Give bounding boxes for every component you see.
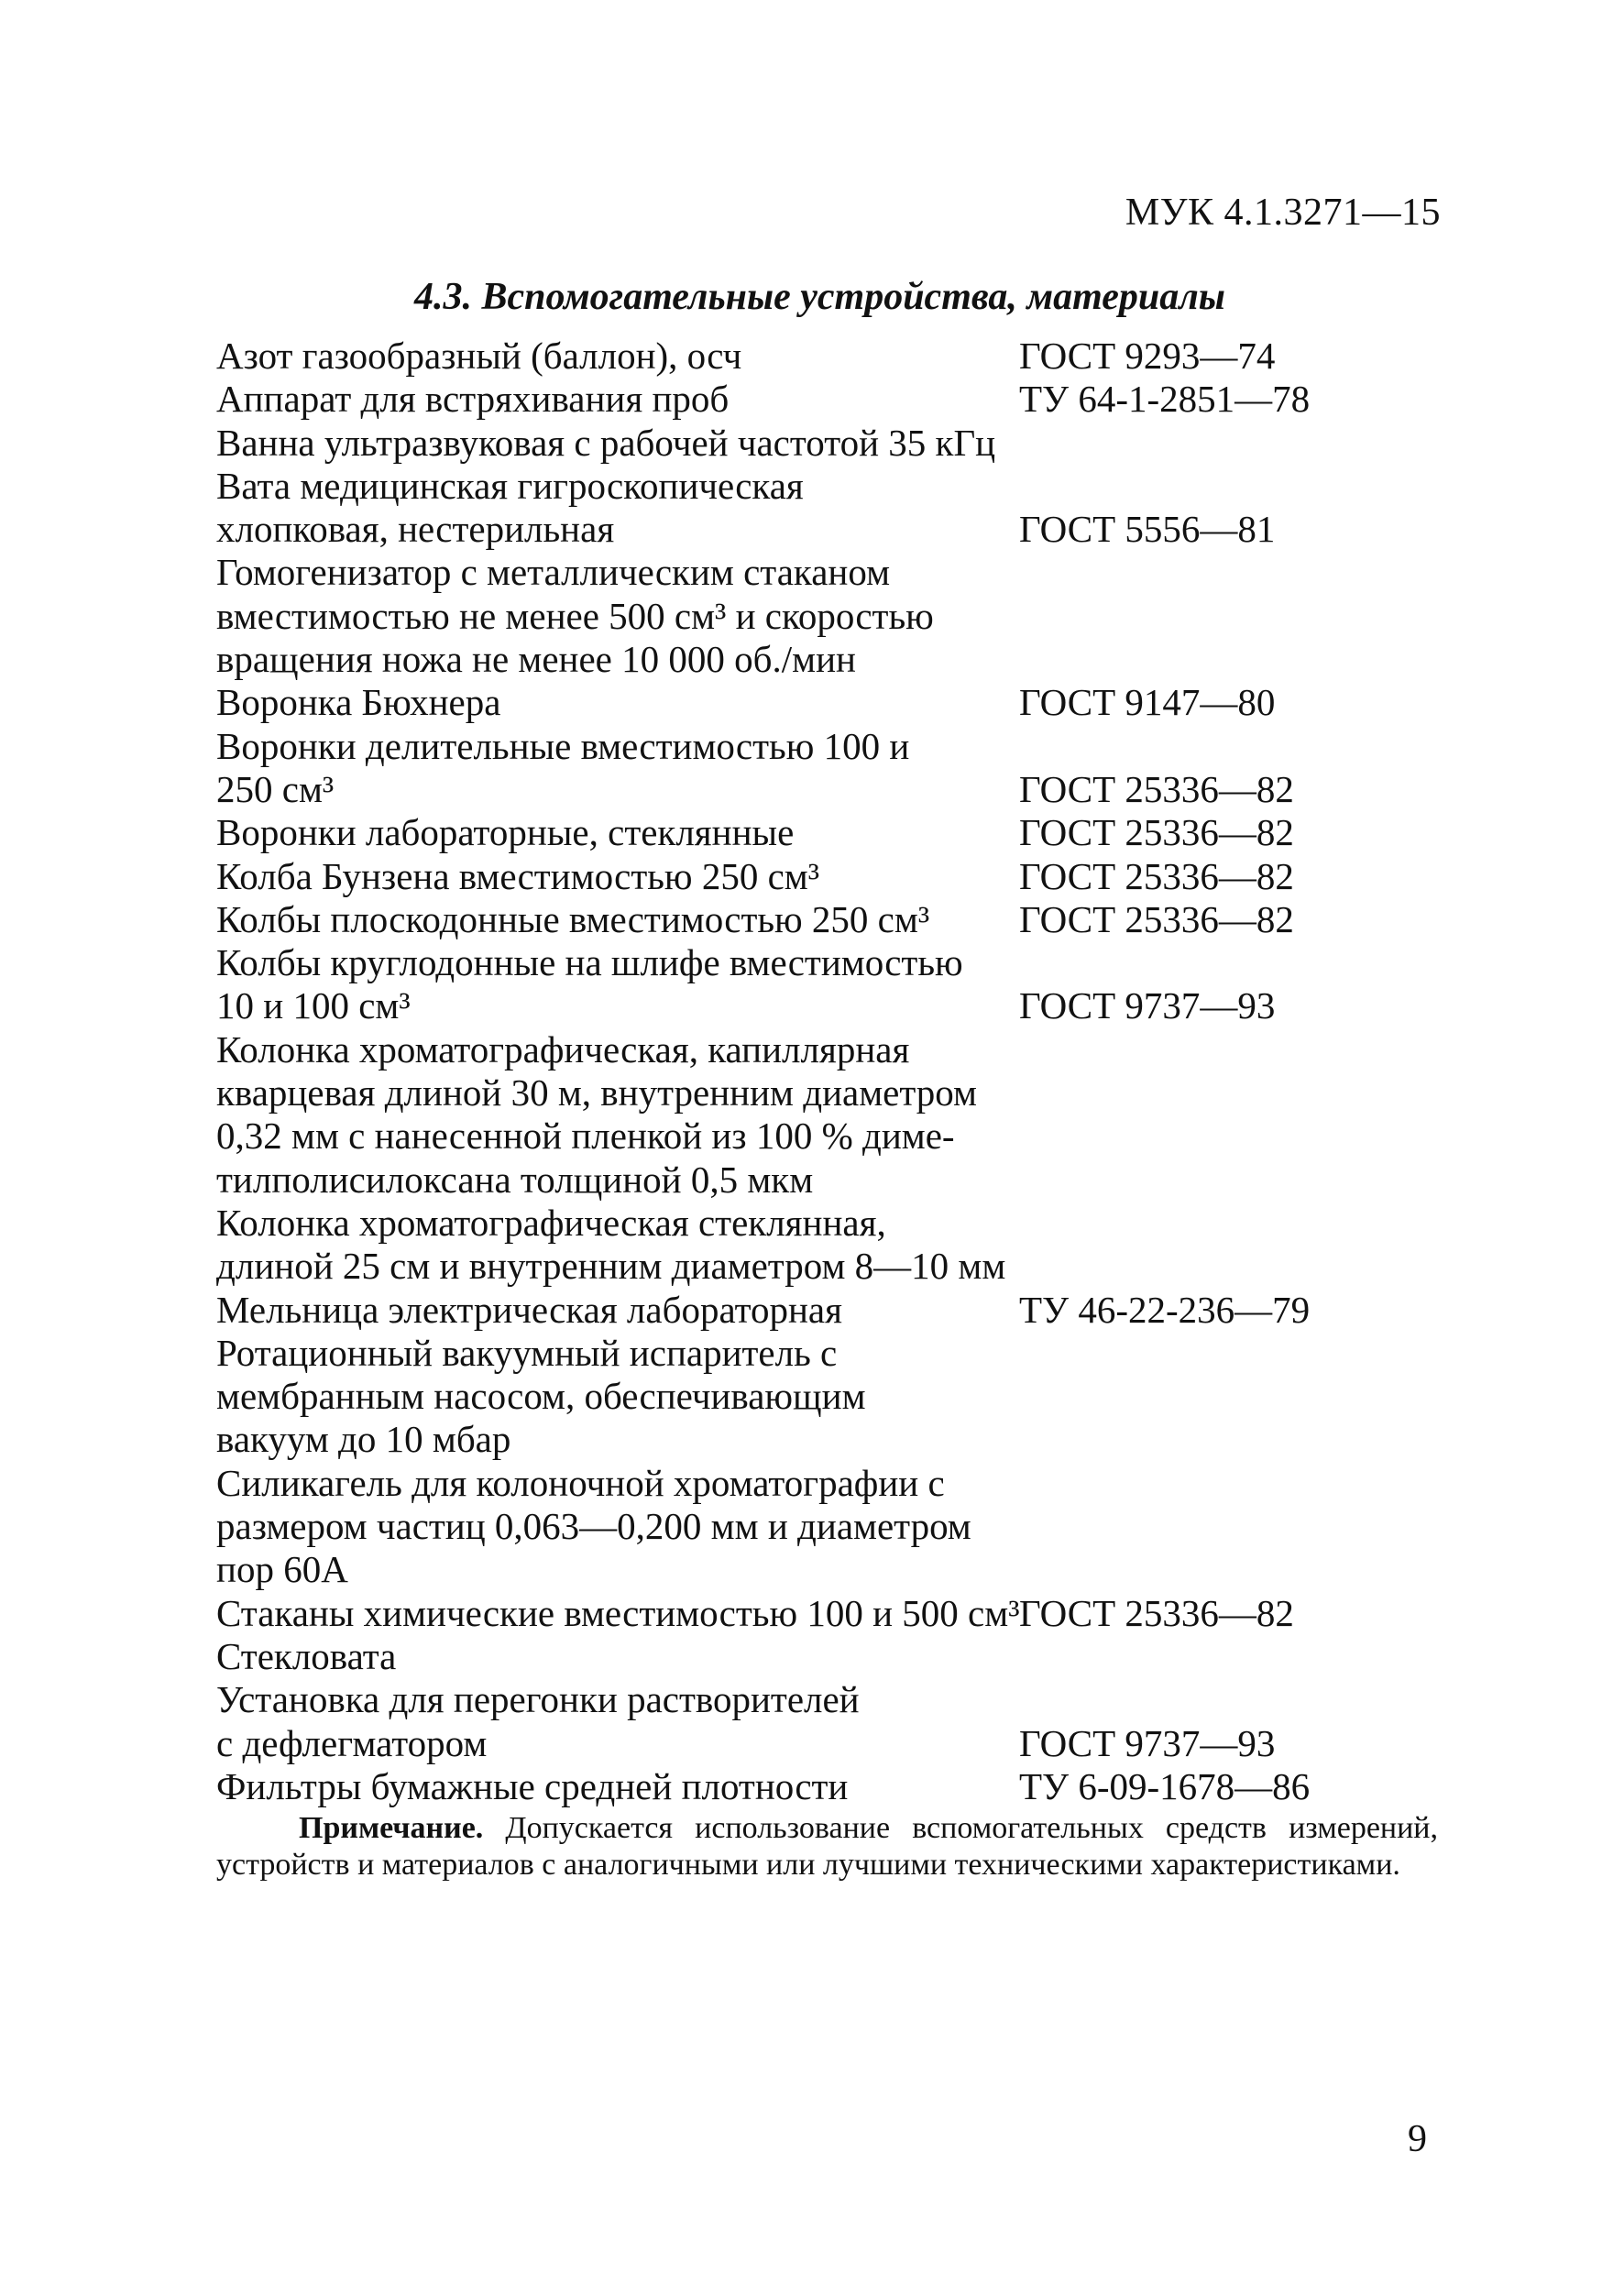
item-name-line: 10 и 100 см³ [216,984,411,1027]
item-name-line: вакуум до 10 мбар [216,1418,511,1461]
section-title: 4.3. Вспомогательные устройства, материалы [414,276,1225,318]
item-name-line: Гомогенизатор с металлическим стаканом [216,551,891,594]
item-name [216,1202,1019,1289]
list-item [216,855,1408,898]
item-name-line: Стекловата [216,1634,397,1677]
item-name [216,681,1019,724]
item-name-line: Колонка хроматографическая стеклянная, [216,1201,886,1244]
list-item [216,1202,1408,1289]
item-name-line: Ротационный вакуумный испаритель с [216,1331,838,1374]
item-name [216,725,1019,812]
equipment-list [216,335,1408,1808]
item-name-line: Колонка хроматографическая, капиллярная [216,1027,910,1071]
item-name [216,811,1019,854]
item-standard: ГОСТ 25336—82 [1019,897,1294,940]
item-name [216,1635,1019,1678]
list-item [216,1332,1408,1462]
item-name [216,855,1019,898]
item-standard: ТУ 6-09-1678—86 [1019,1764,1311,1807]
list-item [216,941,1408,1028]
item-name-line: Вата медицинская гигроскопическая [216,464,804,507]
item-standard: ТУ 46-22-236—79 [1019,1288,1311,1331]
item-name-line: Колбы плоскодонные вместимостью 250 см³ [216,897,930,940]
item-name-line: кварцевая длиной 30 м, внутренним диаметром [216,1071,977,1115]
item-standard: ТУ 64-1-2851—78 [1019,378,1311,421]
item-name [216,378,1019,421]
list-item [216,898,1408,941]
item-name-line: Стаканы химические вместимостью 100 и 500 см³ [216,1591,1020,1634]
item-standard: ГОСТ 5556—81 [1019,508,1276,551]
item-name-line: Фильтры бумажные средней плотности [216,1764,849,1807]
list-item [216,1635,1408,1678]
item-standard: ГОСТ 25336—82 [1019,767,1294,810]
item-standard: ГОСТ 25336—82 [1019,1591,1294,1634]
item-name-line: 250 см³ [216,767,335,810]
item-name-line: вращения ножа не менее 10 000 об./мин [216,638,856,681]
list-item [216,1678,1408,1765]
item-name-line: Силикагель для колоночной хроматографии с [216,1461,945,1504]
item-name-line: размером частиц 0,063—0,200 мм и диаметром [216,1505,971,1548]
item-name [216,1028,1019,1202]
item-name-line: Воронки лабораторные, стеклянные [216,811,795,854]
item-name [216,335,1019,378]
note-label: Примечание. [299,1811,484,1845]
list-item [216,1592,1408,1635]
item-standard: ГОСТ 25336—82 [1019,854,1294,897]
note-paragraph [216,1810,1438,1883]
item-name-line: Аппарат для встряхивания проб [216,378,730,421]
item-name [216,898,1019,941]
list-item [216,1289,1408,1332]
item-name-line: Колбы круглодонные на шлифе вместимостью [216,941,963,984]
list-item [216,335,1408,378]
item-name-line: вместимостью не менее 500 см³ и скоростью [216,594,934,637]
item-name-line: Воронка Бюхнера [216,681,501,724]
page-number: 9 [1408,2118,1427,2160]
item-name-line: Азот газообразный (баллон), осч [216,335,742,377]
item-name [216,1289,1019,1332]
item-name-line: Колба Бунзена вместимостью 250 см³ [216,854,820,897]
list-item [216,1028,1408,1202]
item-name-line: тилполисилоксана толщиной 0,5 мкм [216,1158,814,1201]
item-name-line: пор 60А [216,1548,348,1591]
item-name-line: длиной 25 см и внутренним диаметром 8—10 мм [216,1245,1006,1288]
list-item [216,465,1408,552]
list-item [216,681,1408,724]
item-standard: ГОСТ 25336—82 [1019,811,1294,854]
item-name [216,941,1019,1028]
item-standard: ГОСТ 9737—93 [1019,984,1276,1027]
note-text: Допускается использование вспомогательных средств измерений, устройств и материалов с аналогичными или лучшими техническими характеристиками. [216,1811,1438,1882]
item-name [216,1765,1019,1808]
item-name-line: Ванна ультразвуковая с рабочей частотой 35 кГц [216,421,996,464]
item-name-line: 0,32 мм с нанесенной пленкой из 100 % диме- [216,1115,955,1158]
document-code: МУК 4.1.3271—15 [1125,192,1441,234]
list-item [216,725,1408,812]
item-name-line: хлопковая, нестерильная [216,508,615,551]
item-name [216,1462,1019,1592]
item-name [216,1332,1019,1462]
item-name-line: мембранным насосом, обеспечивающим [216,1375,866,1418]
item-name [216,1592,1019,1635]
list-item [216,1765,1408,1808]
list-item [216,378,1408,421]
item-name [216,1678,1019,1765]
item-standard: ГОСТ 9147—80 [1019,681,1276,724]
item-name [216,465,1019,552]
item-name [216,422,1019,465]
item-standard: ГОСТ 9293—74 [1019,335,1276,377]
item-name-line: Мельница электрическая лабораторная [216,1288,842,1331]
item-name-line: Установка для перегонки растворителей [216,1678,860,1721]
item-name [216,551,1019,681]
list-item [216,1462,1408,1592]
item-name-line: с дефлегматором [216,1721,488,1764]
list-item [216,422,1408,465]
item-name-line: Воронки делительные вместимостью 100 и [216,724,910,767]
list-item [216,551,1408,681]
item-standard: ГОСТ 9737—93 [1019,1721,1276,1764]
list-item [216,811,1408,854]
